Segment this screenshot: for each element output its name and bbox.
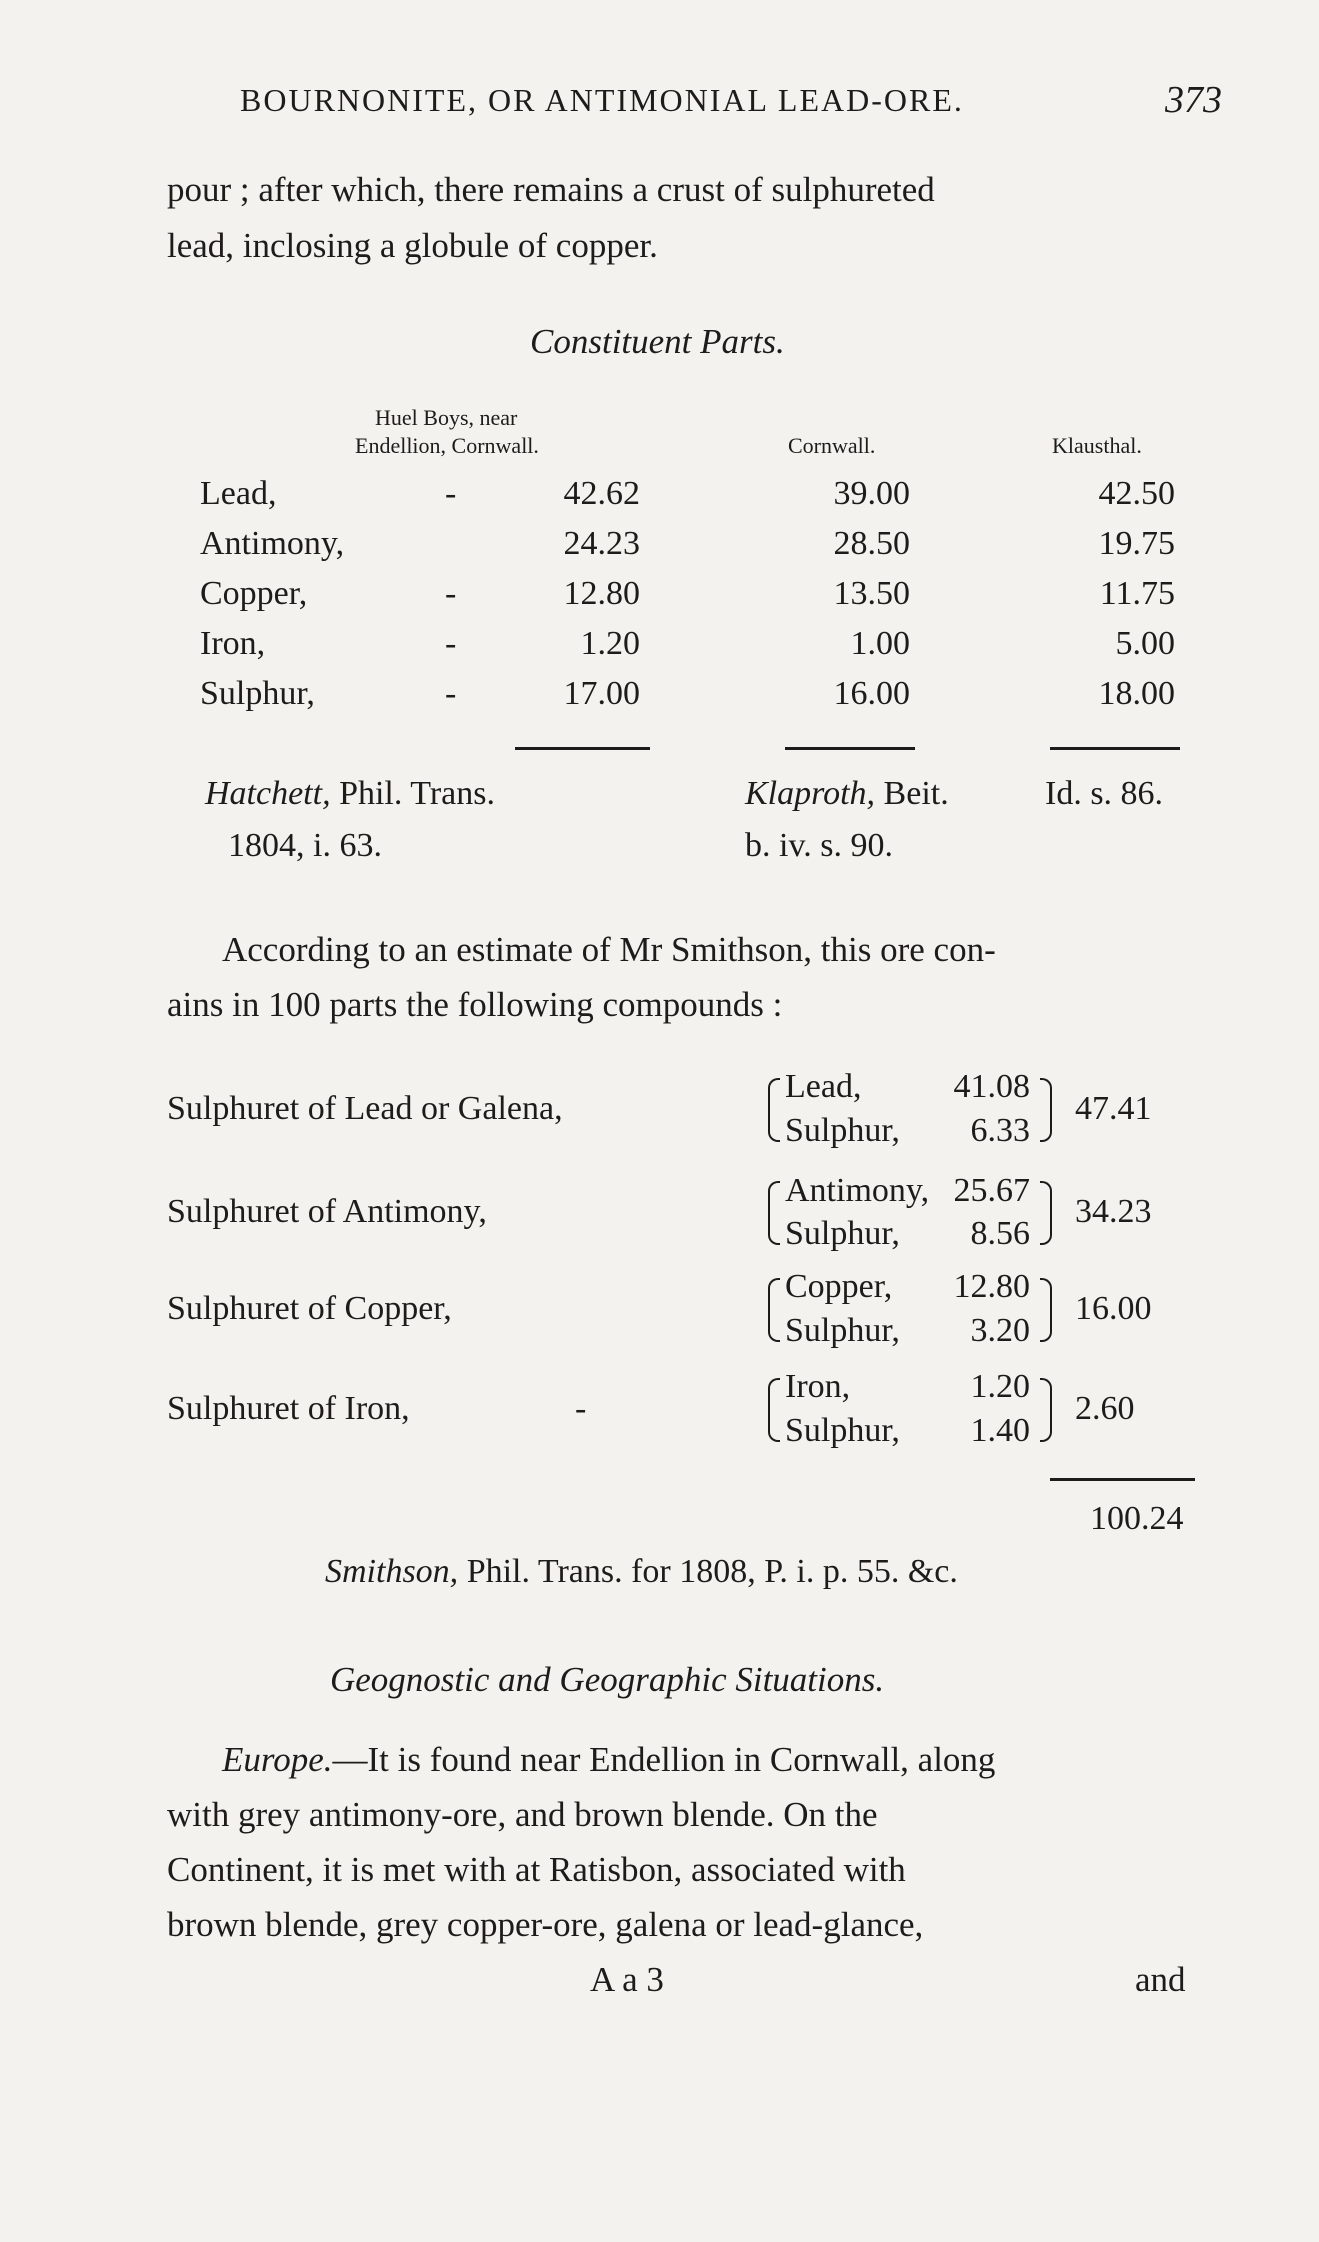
cell-cornwall: 28.50	[833, 525, 910, 562]
col-head-huel-2: Endellion, Cornwall.	[355, 433, 539, 458]
element-2: Sulphur,	[785, 1312, 900, 1349]
col-head-cornwall: Cornwall.	[788, 433, 876, 458]
element-2: Sulphur,	[785, 1215, 900, 1252]
left-brace	[768, 1278, 780, 1342]
element-2-value: 8.56	[970, 1215, 1030, 1252]
compound-total: 34.23	[1075, 1193, 1152, 1230]
compounds-sum: 100.24	[1090, 1500, 1184, 1537]
row-name: Lead,	[200, 475, 277, 512]
cell-huel: 42.62	[563, 475, 640, 512]
element-1-value: 12.80	[953, 1268, 1030, 1305]
right-brace	[1040, 1378, 1052, 1442]
row-name: Copper,	[200, 575, 308, 612]
source-klausthal: Id. s. 86.	[1045, 775, 1164, 812]
left-brace	[768, 1078, 780, 1142]
cell-huel: 24.23	[563, 525, 640, 562]
compound-name: Sulphuret of Antimony,	[167, 1193, 487, 1230]
smithson-intro-2: ains in 100 parts the following compounds :	[167, 985, 783, 1024]
rule-klausthal	[1050, 747, 1180, 750]
element-2-value: 3.20	[970, 1312, 1030, 1349]
row-dash: -	[445, 675, 457, 712]
source-hatchett: Hatchett, Phil. Trans.	[205, 775, 495, 812]
page-number: 373	[1165, 79, 1222, 121]
situations-line-3: Continent, it is met with at Ratisbon, associated with	[167, 1850, 906, 1889]
element-1: Copper,	[785, 1268, 893, 1305]
compound-total: 16.00	[1075, 1290, 1152, 1327]
cell-cornwall: 13.50	[833, 575, 910, 612]
situations-line-1: Europe.—It is found near Endellion in Cornwall, along	[222, 1740, 996, 1779]
row-dash: -	[445, 625, 457, 662]
compound-name: Sulphuret of Iron,	[167, 1390, 410, 1427]
situations-line-4: brown blende, grey copper-ore, galena or lead-glance,	[167, 1905, 924, 1944]
compound-name: Sulphuret of Lead or Galena,	[167, 1090, 563, 1127]
compound-name: Sulphuret of Copper,	[167, 1290, 452, 1327]
element-1-value: 25.67	[953, 1172, 1030, 1209]
constituents-title: Constituent Parts.	[530, 322, 785, 361]
row-name: Antimony,	[200, 525, 345, 562]
cell-klausthal: 18.00	[1098, 675, 1175, 712]
source-klaproth: Klaproth, Beit.	[745, 775, 949, 812]
compound-dash: -	[575, 1390, 587, 1427]
right-brace	[1040, 1078, 1052, 1142]
rule-huel	[515, 747, 650, 750]
element-2-value: 1.40	[970, 1412, 1030, 1449]
left-brace	[768, 1181, 780, 1245]
smithson-intro-1: According to an estimate of Mr Smithson, this ore con-	[222, 930, 996, 969]
rule-cornwall	[785, 747, 915, 750]
row-name: Sulphur,	[200, 675, 315, 712]
cell-cornwall: 16.00	[833, 675, 910, 712]
row-name: Iron,	[200, 625, 266, 662]
situations-line-2: with grey antimony-ore, and brown blende. On the	[167, 1795, 878, 1834]
cell-huel: 17.00	[563, 675, 640, 712]
right-brace	[1040, 1181, 1052, 1245]
running-title: BOURNONITE, OR ANTIMONIAL LEAD-ORE.	[240, 82, 964, 118]
element-2: Sulphur,	[785, 1112, 900, 1149]
element-1: Iron,	[785, 1368, 851, 1405]
right-brace	[1040, 1278, 1052, 1342]
row-dash: -	[445, 475, 457, 512]
row-dash: -	[445, 575, 457, 612]
cell-huel: 1.20	[580, 625, 640, 662]
compound-total: 47.41	[1075, 1090, 1152, 1127]
intro-line-2: lead, inclosing a globule of copper.	[167, 226, 658, 265]
cell-klausthal: 19.75	[1098, 525, 1175, 562]
col-head-klausthal: Klausthal.	[1052, 433, 1142, 458]
element-2: Sulphur,	[785, 1412, 900, 1449]
cell-klausthal: 42.50	[1098, 475, 1175, 512]
signature-mark: A a 3	[590, 1960, 664, 1999]
source-klaproth-ref: b. iv. s. 90.	[745, 827, 893, 864]
catchword: and	[1135, 1960, 1186, 1999]
cell-cornwall: 1.00	[850, 625, 910, 662]
col-head-huel-1: Huel Boys, near	[375, 405, 518, 430]
compound-total: 2.60	[1075, 1390, 1135, 1427]
cell-cornwall: 39.00	[833, 475, 910, 512]
left-brace	[768, 1378, 780, 1442]
situations-title: Geognostic and Geographic Situations.	[330, 1660, 885, 1699]
cell-klausthal: 11.75	[1099, 575, 1175, 612]
element-1-value: 41.08	[953, 1068, 1030, 1105]
smithson-reference: Smithson, Phil. Trans. for 1808, P. i. p. 55. &c.	[325, 1553, 958, 1590]
sum-rule	[1050, 1478, 1195, 1481]
element-1: Antimony,	[785, 1172, 930, 1209]
source-hatchett-ref: 1804, i. 63.	[228, 827, 382, 864]
element-1: Lead,	[785, 1068, 862, 1105]
cell-klausthal: 5.00	[1115, 625, 1175, 662]
element-2-value: 6.33	[970, 1112, 1030, 1149]
element-1-value: 1.20	[970, 1368, 1030, 1405]
intro-line-1: pour ; after which, there remains a crust of sulphureted	[167, 170, 935, 209]
cell-huel: 12.80	[563, 575, 640, 612]
